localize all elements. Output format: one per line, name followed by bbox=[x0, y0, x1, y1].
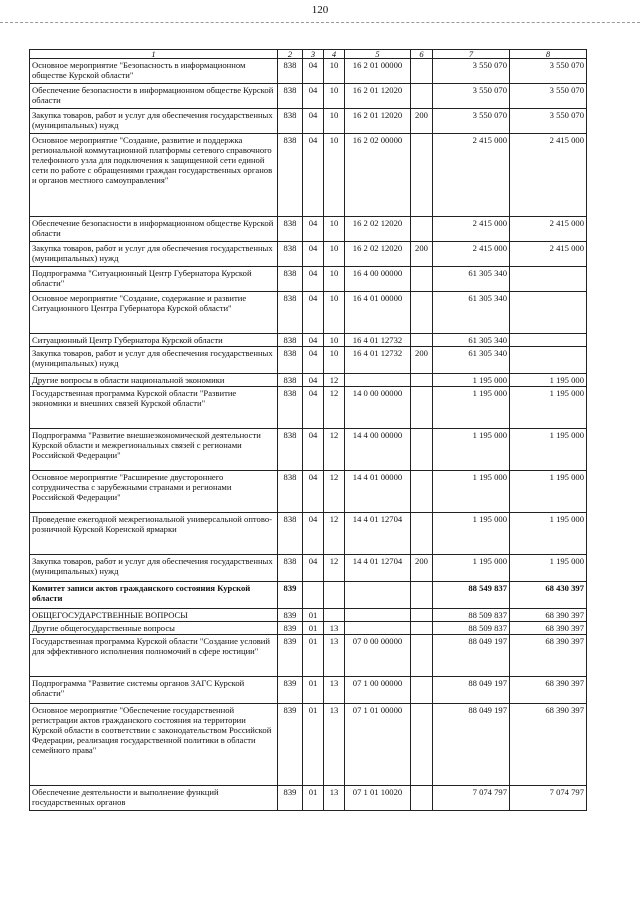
row-subsection-code: 10 bbox=[324, 217, 345, 242]
row-subsection-code: 10 bbox=[324, 347, 345, 374]
row-ved-code: 838 bbox=[278, 292, 303, 334]
table-row bbox=[30, 217, 587, 242]
row-subsection-code: 10 bbox=[324, 109, 345, 134]
row-section-code: 01 bbox=[303, 635, 324, 677]
row-amount-2: 1 195 000 bbox=[510, 429, 587, 471]
column-header: 3 bbox=[303, 50, 324, 59]
row-amount-2 bbox=[510, 334, 587, 347]
table-row bbox=[30, 677, 587, 704]
row-target-article bbox=[345, 374, 411, 387]
row-amount-1: 61 305 340 bbox=[433, 347, 510, 374]
row-amount-2: 1 195 000 bbox=[510, 513, 587, 555]
table-row bbox=[30, 267, 587, 292]
row-ved-code: 839 bbox=[278, 622, 303, 635]
row-target-article: 14 4 01 00000 bbox=[345, 471, 411, 513]
column-header: 6 bbox=[411, 50, 433, 59]
column-header: 2 bbox=[278, 50, 303, 59]
table-row bbox=[30, 347, 587, 374]
row-amount-2: 2 415 000 bbox=[510, 242, 587, 267]
table-row bbox=[30, 334, 587, 347]
row-section-code: 04 bbox=[303, 59, 324, 84]
row-name: Подпрограмма "Развитие системы органов ЗАГС Курской области" bbox=[30, 677, 278, 704]
row-ved-code: 838 bbox=[278, 134, 303, 217]
row-expense-type bbox=[411, 582, 433, 609]
table-header-row bbox=[30, 50, 587, 59]
row-section-code bbox=[303, 582, 324, 609]
row-ved-code: 839 bbox=[278, 582, 303, 609]
row-name: Основное мероприятие "Безопасность в информационном обществе Курской области" bbox=[30, 59, 278, 84]
row-amount-1: 88 049 197 bbox=[433, 635, 510, 677]
row-name: Комитет записи актов гражданского состояния Курской области bbox=[30, 582, 278, 609]
row-amount-1: 3 550 070 bbox=[433, 84, 510, 109]
row-target-article: 14 0 00 00000 bbox=[345, 387, 411, 429]
row-name: Ситуационный Центр Губернатора Курской области bbox=[30, 334, 278, 347]
row-expense-type bbox=[411, 622, 433, 635]
row-target-article: 16 2 01 00000 bbox=[345, 59, 411, 84]
row-subsection-code: 13 bbox=[324, 635, 345, 677]
row-section-code: 01 bbox=[303, 786, 324, 811]
row-amount-2: 68 390 397 bbox=[510, 609, 587, 622]
table-row bbox=[30, 374, 587, 387]
row-expense-type bbox=[411, 704, 433, 786]
row-subsection-code: 12 bbox=[324, 555, 345, 582]
row-subsection-code: 13 bbox=[324, 786, 345, 811]
page-number: 120 bbox=[311, 4, 329, 16]
row-ved-code: 838 bbox=[278, 242, 303, 267]
row-target-article bbox=[345, 582, 411, 609]
table-row bbox=[30, 622, 587, 635]
row-section-code: 01 bbox=[303, 677, 324, 704]
row-expense-type bbox=[411, 677, 433, 704]
row-name: Обеспечение деятельности и выполнение функций государственных органов bbox=[30, 786, 278, 811]
row-expense-type bbox=[411, 134, 433, 217]
row-amount-2 bbox=[510, 292, 587, 334]
row-ved-code: 838 bbox=[278, 347, 303, 374]
row-amount-2: 3 550 070 bbox=[510, 109, 587, 134]
row-expense-type bbox=[411, 635, 433, 677]
row-amount-2: 1 195 000 bbox=[510, 387, 587, 429]
row-expense-type bbox=[411, 374, 433, 387]
row-amount-1: 1 195 000 bbox=[433, 555, 510, 582]
row-section-code: 04 bbox=[303, 134, 324, 217]
row-subsection-code: 12 bbox=[324, 429, 345, 471]
row-amount-2: 2 415 000 bbox=[510, 217, 587, 242]
row-amount-1: 2 415 000 bbox=[433, 134, 510, 217]
row-target-article: 14 4 01 12704 bbox=[345, 555, 411, 582]
row-name: Подпрограмма "Ситуационный Центр Губернатора Курской области" bbox=[30, 267, 278, 292]
row-expense-type bbox=[411, 267, 433, 292]
row-expense-type bbox=[411, 471, 433, 513]
row-target-article: 07 1 01 00000 bbox=[345, 704, 411, 786]
row-subsection-code: 10 bbox=[324, 84, 345, 109]
row-amount-2: 68 390 397 bbox=[510, 635, 587, 677]
row-amount-2: 7 074 797 bbox=[510, 786, 587, 811]
row-amount-1: 88 509 837 bbox=[433, 622, 510, 635]
row-expense-type bbox=[411, 292, 433, 334]
row-subsection-code: 12 bbox=[324, 471, 345, 513]
row-amount-1: 88 049 197 bbox=[433, 677, 510, 704]
row-amount-2: 68 390 397 bbox=[510, 677, 587, 704]
row-name: Основное мероприятие "Обеспечение государственной регистрации актов гражданского состояния на территории Курской области в соответствии с законодательством Российской Федерации, реализация государственной политики в области семейного права" bbox=[30, 704, 278, 786]
row-ved-code: 838 bbox=[278, 267, 303, 292]
row-name: Государственная программа Курской области "Создание условий для эффективного исполнения полномочий в сфере юстиции" bbox=[30, 635, 278, 677]
row-target-article: 16 2 01 12020 bbox=[345, 109, 411, 134]
row-section-code: 04 bbox=[303, 334, 324, 347]
row-target-article: 16 2 01 12020 bbox=[345, 84, 411, 109]
row-target-article: 16 4 01 00000 bbox=[345, 292, 411, 334]
row-ved-code: 838 bbox=[278, 84, 303, 109]
row-target-article: 07 1 01 10020 bbox=[345, 786, 411, 811]
row-expense-type bbox=[411, 84, 433, 109]
row-subsection-code: 10 bbox=[324, 334, 345, 347]
row-target-article: 14 4 01 12704 bbox=[345, 513, 411, 555]
row-target-article: 16 4 00 00000 bbox=[345, 267, 411, 292]
column-header: 4 bbox=[324, 50, 345, 59]
row-section-code: 04 bbox=[303, 347, 324, 374]
row-name: Проведение ежегодной межрегиональной универсальной оптово-розничной Курской Коренской ярмарки bbox=[30, 513, 278, 555]
table-row bbox=[30, 387, 587, 429]
row-name: Закупка товаров, работ и услуг для обеспечения государственных (муниципальных) нужд bbox=[30, 242, 278, 267]
table-row bbox=[30, 429, 587, 471]
column-header: 1 bbox=[30, 50, 278, 59]
row-target-article: 16 4 01 12732 bbox=[345, 334, 411, 347]
table-row bbox=[30, 704, 587, 786]
row-amount-1: 88 509 837 bbox=[433, 609, 510, 622]
table-row bbox=[30, 471, 587, 513]
row-section-code: 04 bbox=[303, 555, 324, 582]
row-ved-code: 839 bbox=[278, 677, 303, 704]
row-amount-1: 61 305 340 bbox=[433, 292, 510, 334]
top-rule bbox=[0, 22, 640, 23]
table-row bbox=[30, 84, 587, 109]
row-target-article: 07 1 00 00000 bbox=[345, 677, 411, 704]
column-header: 5 bbox=[345, 50, 411, 59]
row-amount-2: 68 390 397 bbox=[510, 704, 587, 786]
row-name: Обеспечение безопасности в информационном обществе Курской области bbox=[30, 84, 278, 109]
row-section-code: 04 bbox=[303, 242, 324, 267]
row-expense-type bbox=[411, 786, 433, 811]
row-name: Закупка товаров, работ и услуг для обеспечения государственных (муниципальных) нужд bbox=[30, 555, 278, 582]
row-amount-2 bbox=[510, 267, 587, 292]
table-row bbox=[30, 59, 587, 84]
row-expense-type bbox=[411, 387, 433, 429]
row-subsection-code: 13 bbox=[324, 677, 345, 704]
row-subsection-code: 10 bbox=[324, 292, 345, 334]
table-row bbox=[30, 292, 587, 334]
row-amount-1: 1 195 000 bbox=[433, 513, 510, 555]
row-section-code: 04 bbox=[303, 429, 324, 471]
row-section-code: 04 bbox=[303, 109, 324, 134]
row-amount-2: 1 195 000 bbox=[510, 555, 587, 582]
row-target-article: 16 4 01 12732 bbox=[345, 347, 411, 374]
row-amount-1: 2 415 000 bbox=[433, 242, 510, 267]
row-subsection-code: 10 bbox=[324, 59, 345, 84]
row-amount-1: 1 195 000 bbox=[433, 374, 510, 387]
row-ved-code: 838 bbox=[278, 334, 303, 347]
row-section-code: 04 bbox=[303, 84, 324, 109]
row-amount-2: 68 430 397 bbox=[510, 582, 587, 609]
row-expense-type: 200 bbox=[411, 555, 433, 582]
row-expense-type: 200 bbox=[411, 109, 433, 134]
row-target-article bbox=[345, 622, 411, 635]
row-section-code: 01 bbox=[303, 704, 324, 786]
column-header: 7 bbox=[433, 50, 510, 59]
table-row bbox=[30, 609, 587, 622]
row-amount-1: 3 550 070 bbox=[433, 59, 510, 84]
table-row bbox=[30, 242, 587, 267]
row-amount-1: 61 305 340 bbox=[433, 334, 510, 347]
row-expense-type bbox=[411, 429, 433, 471]
row-subsection-code: 12 bbox=[324, 387, 345, 429]
row-ved-code: 838 bbox=[278, 513, 303, 555]
row-name: ОБЩЕГОСУДАРСТВЕННЫЕ ВОПРОСЫ bbox=[30, 609, 278, 622]
row-name: Основное мероприятие "Создание, развитие и поддержка региональной коммутационной платформы сетевого справочного телефонного узла для подключения к защищенной сети единой сети по работе с обращениями граждан государственных органов и органов местного самоуправления" bbox=[30, 134, 278, 217]
row-expense-type bbox=[411, 59, 433, 84]
row-target-article: 16 2 02 00000 bbox=[345, 134, 411, 217]
row-section-code: 04 bbox=[303, 387, 324, 429]
row-ved-code: 838 bbox=[278, 387, 303, 429]
row-amount-1: 88 549 837 bbox=[433, 582, 510, 609]
row-ved-code: 839 bbox=[278, 635, 303, 677]
table-row bbox=[30, 109, 587, 134]
table-row bbox=[30, 513, 587, 555]
row-ved-code: 838 bbox=[278, 374, 303, 387]
row-amount-1: 2 415 000 bbox=[433, 217, 510, 242]
row-amount-1: 1 195 000 bbox=[433, 471, 510, 513]
row-amount-1: 61 305 340 bbox=[433, 267, 510, 292]
row-ved-code: 839 bbox=[278, 609, 303, 622]
row-ved-code: 838 bbox=[278, 471, 303, 513]
table-row bbox=[30, 582, 587, 609]
row-ved-code: 838 bbox=[278, 109, 303, 134]
row-expense-type: 200 bbox=[411, 347, 433, 374]
row-ved-code: 838 bbox=[278, 555, 303, 582]
row-amount-1: 88 049 197 bbox=[433, 704, 510, 786]
row-subsection-code bbox=[324, 609, 345, 622]
row-section-code: 04 bbox=[303, 267, 324, 292]
row-target-article bbox=[345, 609, 411, 622]
row-expense-type bbox=[411, 334, 433, 347]
row-expense-type bbox=[411, 513, 433, 555]
row-expense-type: 200 bbox=[411, 242, 433, 267]
table-row bbox=[30, 555, 587, 582]
row-target-article: 16 2 02 12020 bbox=[345, 217, 411, 242]
row-amount-1: 7 074 797 bbox=[433, 786, 510, 811]
row-name: Подпрограмма "Развитие внешнеэкономической деятельности Курской области и межрегиональных связей с регионами Российской Федерации" bbox=[30, 429, 278, 471]
row-subsection-code: 10 bbox=[324, 267, 345, 292]
row-subsection-code: 10 bbox=[324, 134, 345, 217]
row-section-code: 04 bbox=[303, 471, 324, 513]
row-amount-2 bbox=[510, 347, 587, 374]
row-subsection-code: 12 bbox=[324, 513, 345, 555]
row-subsection-code: 13 bbox=[324, 704, 345, 786]
table-row bbox=[30, 635, 587, 677]
row-subsection-code: 12 bbox=[324, 374, 345, 387]
row-section-code: 04 bbox=[303, 374, 324, 387]
row-section-code: 04 bbox=[303, 292, 324, 334]
row-target-article: 16 2 02 12020 bbox=[345, 242, 411, 267]
row-name: Другие вопросы в области национальной экономики bbox=[30, 374, 278, 387]
row-ved-code: 838 bbox=[278, 429, 303, 471]
row-subsection-code bbox=[324, 582, 345, 609]
row-amount-1: 1 195 000 bbox=[433, 429, 510, 471]
row-name: Государственная программа Курской области "Развитие экономики и внешних связей Курской области" bbox=[30, 387, 278, 429]
row-name: Закупка товаров, работ и услуг для обеспечения государственных (муниципальных) нужд bbox=[30, 347, 278, 374]
table-row bbox=[30, 134, 587, 217]
row-amount-1: 3 550 070 bbox=[433, 109, 510, 134]
row-target-article: 07 0 00 00000 bbox=[345, 635, 411, 677]
row-amount-2: 3 550 070 bbox=[510, 59, 587, 84]
row-amount-2: 2 415 000 bbox=[510, 134, 587, 217]
row-section-code: 01 bbox=[303, 622, 324, 635]
row-section-code: 04 bbox=[303, 513, 324, 555]
budget-table bbox=[29, 49, 587, 811]
row-ved-code: 839 bbox=[278, 704, 303, 786]
row-ved-code: 839 bbox=[278, 786, 303, 811]
row-target-article: 14 4 00 00000 bbox=[345, 429, 411, 471]
row-amount-2: 3 550 070 bbox=[510, 84, 587, 109]
row-subsection-code: 13 bbox=[324, 622, 345, 635]
row-name: Другие общегосударственные вопросы bbox=[30, 622, 278, 635]
row-expense-type bbox=[411, 609, 433, 622]
row-name: Обеспечение безопасности в информационном обществе Курской области bbox=[30, 217, 278, 242]
row-ved-code: 838 bbox=[278, 217, 303, 242]
row-ved-code: 838 bbox=[278, 59, 303, 84]
row-section-code: 04 bbox=[303, 217, 324, 242]
row-amount-1: 1 195 000 bbox=[433, 387, 510, 429]
row-subsection-code: 10 bbox=[324, 242, 345, 267]
row-expense-type bbox=[411, 217, 433, 242]
column-header: 8 bbox=[510, 50, 587, 59]
row-amount-2: 1 195 000 bbox=[510, 374, 587, 387]
row-name: Основное мероприятие "Создание, содержание и развитие Ситуационного Центра Губернатора Курской области" bbox=[30, 292, 278, 334]
row-amount-2: 1 195 000 bbox=[510, 471, 587, 513]
row-amount-2: 68 390 397 bbox=[510, 622, 587, 635]
table-row bbox=[30, 786, 587, 811]
row-name: Закупка товаров, работ и услуг для обеспечения государственных (муниципальных) нужд bbox=[30, 109, 278, 134]
row-section-code: 01 bbox=[303, 609, 324, 622]
row-name: Основное мероприятие "Расширение двустороннего сотрудничества с зарубежными странами и регионами Российской Федерации" bbox=[30, 471, 278, 513]
